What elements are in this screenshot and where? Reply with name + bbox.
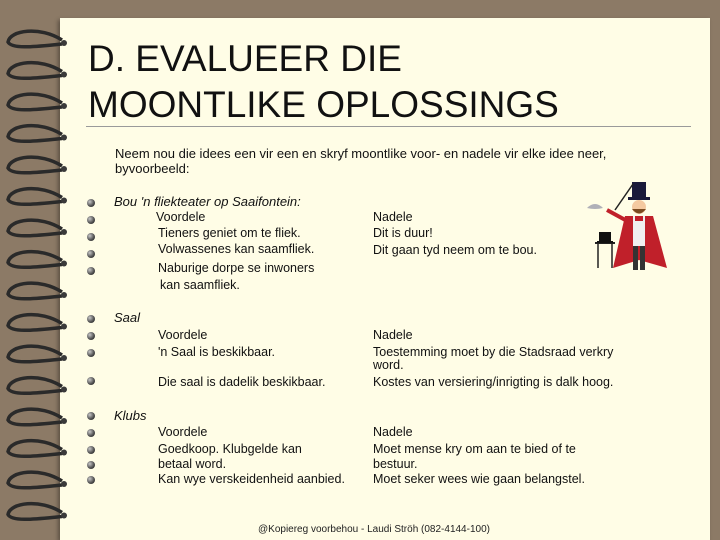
bullet-icon — [87, 315, 95, 323]
pro-item: Kan wye verskeidenheid aanbied. — [158, 472, 345, 486]
pro-item: kan saamfliek. — [160, 278, 240, 292]
binding-hole — [61, 513, 67, 519]
binding-hole — [61, 135, 67, 141]
bullet-icon — [87, 267, 95, 275]
bullet-icon — [87, 233, 95, 241]
section-heading-saal: Saal — [114, 310, 141, 325]
binding-hole — [61, 355, 67, 361]
binding-hole — [61, 72, 67, 78]
title-line-2: MOONTLIKE OPLOSSINGS — [88, 84, 559, 125]
binding-ring — [8, 441, 62, 457]
binding-ring — [8, 504, 62, 520]
binding-hole — [61, 481, 67, 487]
pro-item: Goedkoop. Klubgelde kan — [158, 442, 302, 456]
con-item: Moet seker wees wie gaan belangstel. — [373, 472, 585, 486]
binding-ring — [8, 220, 62, 236]
pros-heading: Voordele — [158, 425, 208, 439]
spiral-binding — [0, 0, 80, 540]
page-title — [88, 36, 559, 128]
bullet-icon — [87, 250, 95, 258]
section-heading-klubs: Klubs — [114, 408, 147, 423]
bullet-icon — [87, 332, 95, 340]
pro-item: Tieners geniet om te fliek. — [158, 226, 301, 240]
con-item: Toestemming moet by die Stadsraad verkry — [373, 345, 614, 359]
binding-ring — [8, 409, 62, 425]
binding-hole — [61, 324, 67, 330]
binding-ring — [8, 252, 62, 268]
pros-heading: Voordele — [156, 210, 206, 224]
binding-ring — [8, 126, 62, 142]
binding-hole — [61, 198, 67, 204]
pro-item: betaal word. — [158, 457, 227, 471]
binding-hole — [61, 229, 67, 235]
binding-hole — [61, 292, 67, 298]
pro-item: 'n Saal is beskikbaar. — [158, 345, 276, 359]
bullet-icon — [87, 476, 95, 484]
binding-ring — [8, 94, 62, 110]
binding-ring — [8, 378, 62, 394]
binding-hole — [61, 103, 67, 109]
section-heading-fliekteater: Bou 'n fliekteater op Saaifontein: — [114, 194, 301, 209]
bullet-icon — [87, 429, 95, 437]
copyright-footer: @Kopiereg voorbehou - Laudi Ströh (082-4144-100) — [258, 524, 490, 535]
binding-hole — [61, 418, 67, 424]
title-line-1: D. EVALUEER DIE — [88, 38, 402, 79]
bullet-icon — [87, 377, 95, 385]
binding-ring — [8, 63, 62, 79]
pro-item: Naburige dorpe se inwoners — [158, 261, 315, 275]
con-item: Kostes van versiering/inrigting is dalk hoog. — [373, 375, 614, 389]
intro-text: Neem nou die idees een vir een en skryf moontlike voor- en nadele vir elke idee neer, byvoorbeeld: — [115, 146, 607, 176]
bullet-icon — [87, 349, 95, 357]
binding-ring — [8, 283, 62, 299]
bullet-icon — [87, 446, 95, 454]
binding-ring — [8, 31, 62, 47]
bullet-icon — [87, 216, 95, 224]
binding-ring — [8, 346, 62, 362]
pros-heading: Voordele — [158, 328, 208, 342]
bullet-icon — [87, 199, 95, 207]
con-item: Dit gaan tyd neem om te bou. — [373, 243, 537, 257]
binding-hole — [61, 166, 67, 172]
binding-hole — [61, 387, 67, 393]
binding-ring — [8, 315, 62, 331]
cons-heading: Nadele — [373, 425, 413, 439]
binding-hole — [61, 450, 67, 456]
binding-ring — [8, 157, 62, 173]
cons-heading: Nadele — [373, 328, 413, 342]
pro-item: Die saal is dadelik beskikbaar. — [158, 375, 326, 389]
con-item: word. — [373, 358, 404, 372]
con-item: Moet mense kry om aan te bied of te — [373, 442, 576, 456]
pro-item: Volwassenes kan saamfliek. — [158, 242, 315, 256]
bullet-icon — [87, 461, 95, 469]
con-item: Dit is duur! — [373, 226, 433, 240]
cons-heading: Nadele — [373, 210, 413, 224]
binding-hole — [61, 40, 67, 46]
bullet-icon — [87, 412, 95, 420]
binding-hole — [61, 261, 67, 267]
title-divider — [86, 126, 691, 127]
magician-clipart-icon — [585, 180, 677, 276]
binding-ring — [8, 189, 62, 205]
con-item: bestuur. — [373, 457, 418, 471]
binding-ring — [8, 472, 62, 488]
